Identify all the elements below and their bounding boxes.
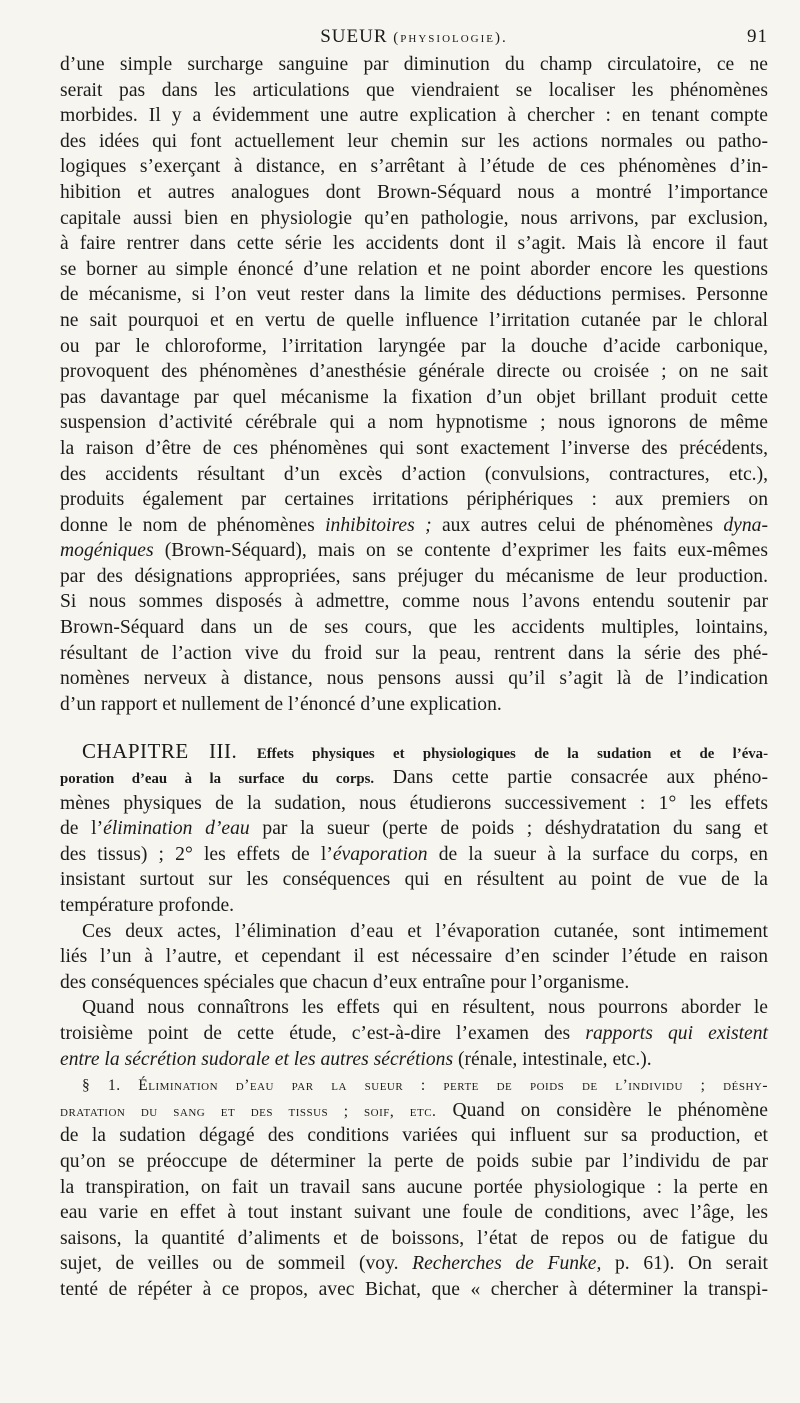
text-span: par la sueur (perte de poids ; déshydratation du sang et	[249, 818, 768, 840]
text-line: saisons, la quantité d’aliments et de boissons, l’état de repos ou de fatigue du	[60, 1227, 768, 1249]
text-line	[60, 1098, 768, 1124]
text-line: Si nous sommes disposés à admettre, comme nous l’avons entendu soutenir par	[60, 591, 768, 613]
text-span: Dans cette partie consacrée aux phéno-	[374, 767, 768, 789]
text-line: capitale aussi bien en physiologie qu’en pathologie, nous arrivons, par exclusion,	[60, 207, 768, 229]
text-line: eau varie en effet à tout instant suivant une foule de conditions, avec l’âge, les	[60, 1202, 768, 1224]
text-span: des tissus) ; 2° les effets de l’	[60, 843, 333, 865]
text-line: d’un rapport et nullement de l’énoncé d’une explication.	[60, 693, 502, 715]
chapter-heading-line	[60, 739, 768, 765]
text-line: mènes physiques de la sudation, nous étudierons successivement : 1° les effets	[60, 792, 768, 814]
text-line: logiques s’exerçant à distance, en s’arrêtant à l’étude de ces phénomènes d’in-	[60, 156, 768, 178]
text-span: p. 61). On serait	[601, 1253, 768, 1275]
chapter-title: poration d’eau à la surface du corps.	[60, 771, 375, 788]
text-line: pas davantage par quel mécanisme la fixation d’un objet brillant produit cette	[60, 386, 768, 408]
text-line	[60, 816, 768, 842]
text-line: Quand nous connaîtrons les effets qui en résultent, nous pourrons aborder le	[82, 997, 768, 1019]
text-line: Ces deux actes, l’élimination d’eau et l’évaporation cutanée, sont intimement	[82, 920, 768, 942]
header-title: SUEUR	[320, 26, 388, 47]
section-1	[60, 1072, 768, 1302]
header-section: (physiologie).	[393, 30, 508, 46]
text-span: (Brown-Séquard), mais on se contente d’exprimer les faits eux-mêmes	[153, 540, 768, 562]
text-span: de la sueur à la surface du corps, en	[427, 843, 768, 865]
text-line: provoquent des phénomènes d’anesthésie générale directe ou croisée ; on ne sait	[60, 361, 768, 383]
chapter-label: CHAPITRE III.	[82, 739, 238, 764]
text-line	[60, 842, 768, 868]
text-span: (rénale, intestinale, etc.).	[453, 1048, 652, 1070]
text-line	[60, 513, 768, 539]
text-span: Quand on considère le phénomène	[436, 1099, 769, 1121]
text-span: de l’	[60, 818, 104, 840]
chapter-3	[60, 739, 768, 918]
text-line: d’une simple surcharge sanguine par diminution du champ circulatoire, ce ne	[60, 54, 768, 75]
text-line: température profonde.	[60, 895, 235, 916]
text-line: liés l’un à l’autre, et cependant il est nécessaire d’en scinder l’étude en raison	[60, 946, 768, 968]
italic-term: rapports qui existent	[585, 1022, 768, 1044]
text-line: Brown-Séquard dans un de ses cours, que les accidents multiples, lointains,	[60, 617, 768, 639]
text-line: serait pas dans les articulations que viendraient se localiser les phénomènes	[60, 79, 768, 101]
text-line: ou par le chloroforme, l’irritation laryngée par la douche d’acide carbonique,	[60, 335, 768, 357]
text-line: des idées qui font actuellement leur chemin sur les actions normales ou patho-	[60, 130, 768, 152]
italic-term: Recherches de Funke,	[412, 1253, 602, 1275]
section-heading: § 1. Élimination d’eau par la sueur : perte de poids de l’individu ; déshy-	[82, 1077, 768, 1095]
text-line: morbides. Il y a évidemment une autre explication à chercher : en tenant compte	[60, 105, 768, 127]
text-line	[60, 1021, 768, 1047]
spacer	[60, 717, 768, 739]
text-line	[60, 538, 768, 564]
text-line: de la sudation dégagé des conditions variées qui influent sur sa production, et	[60, 1125, 768, 1147]
text-line: se borner au simple énoncé d’une relation et ne point aborder encore les questions	[60, 258, 768, 280]
text-line: de mécanisme, si l’on veut rester dans la limite des déductions permises. Personne	[60, 284, 768, 306]
text-line: des accidents résultant d’un excès d’action (convulsions, contractures, etc.),	[60, 463, 768, 485]
chapter-title: Effets physiques et physiologiques de la sudation et de l’éva-	[256, 746, 768, 763]
text-line: tenté de répéter à ce propos, avec Bichat, que « chercher à déterminer la transpi-	[60, 1278, 768, 1300]
running-header	[60, 26, 768, 52]
italic-term: élimination d’eau	[103, 818, 250, 840]
text-span: sujet, de veilles ou de sommeil (voy.	[60, 1253, 413, 1275]
text-line: suspension d’activité cérébrale qui a nom hypnotisme ; nous ignorons de même	[60, 412, 768, 434]
text-span: aux autres celui de phénomènes	[431, 514, 724, 536]
text-line	[60, 765, 768, 791]
text-span: donne le nom de phénomènes	[60, 514, 326, 536]
text-line	[60, 1251, 768, 1277]
running-title	[60, 26, 768, 48]
text-line: insistant surtout sur les conséquences qui en résultent au point de vue de la	[60, 869, 768, 891]
italic-term: mogéniques	[60, 540, 154, 562]
text-line: résultant de l’action vive du froid sur la peau, rentrent dans la série des phé-	[60, 642, 768, 664]
text-line: à faire rentrer dans cette série les accidents dont il s’agit. Mais là encore il faut	[60, 233, 768, 255]
text-line: des conséquences spéciales que chacun d’eux entraîne pour l’organisme.	[60, 971, 630, 993]
italic-term: évaporation	[332, 843, 428, 865]
text-line: hibition et autres analogues dont Brown-Séquard nous a montré l’importance	[60, 181, 768, 203]
page-number: 91	[747, 26, 768, 47]
text-line: nomènes nerveux à distance, nous pensons aussi qu’il s’agit là de l’indication	[60, 668, 768, 690]
paragraph-1	[60, 52, 768, 717]
text-line: ne sait pourquoi et en vertu de quelle influence l’irritation cutanée par le chloral	[60, 309, 768, 331]
paragraph-3	[60, 919, 768, 996]
paragraph-4	[60, 995, 768, 1072]
text-line: par des désignations appropriées, sans préjuger du mécanisme de leur production.	[60, 565, 768, 587]
text-span: troisième point de cette étude, c’est-à-dire l’examen des	[60, 1022, 586, 1044]
italic-term: inhibitoires ;	[325, 514, 432, 536]
italic-term: dyna-	[723, 514, 768, 536]
text-line: qu’on se préoccupe de déterminer la perte de poids subie par l’individu de par	[60, 1150, 768, 1172]
text-line: la raison d’être de ces phénomènes qui sont exactement l’inverse des précédents,	[60, 437, 768, 459]
section-heading-line	[60, 1072, 768, 1098]
text-line	[60, 1047, 768, 1073]
italic-term: entre la sécrétion sudorale et les autres sécrétions	[60, 1048, 454, 1070]
text-line: produits également par certaines irritations périphériques : aux premiers on	[60, 489, 768, 511]
section-heading: dratation du sang et des tissus ; soif, etc.	[60, 1102, 437, 1120]
page	[60, 26, 768, 1303]
text-line: la transpiration, on fait un travail sans aucune portée physiologique : la perte en	[60, 1176, 768, 1198]
